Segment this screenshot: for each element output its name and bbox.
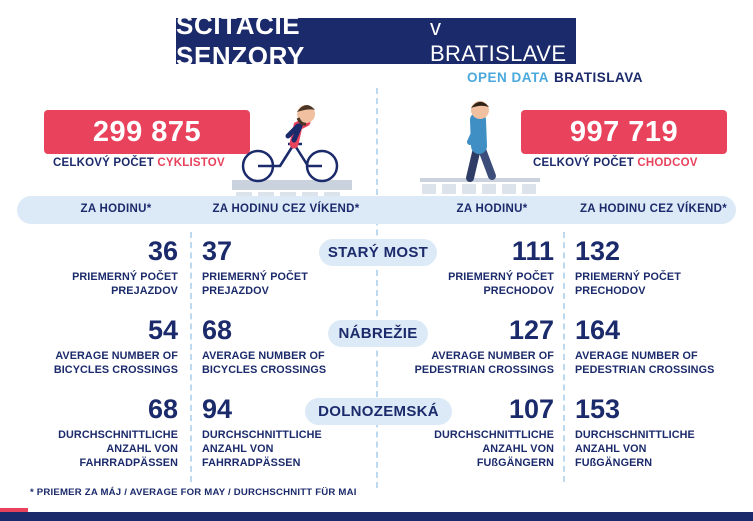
total-pedestrians-caption-prefix: CELKOVÝ POČET xyxy=(533,157,638,169)
page-title-strong: SČÍTACIE SENZORY xyxy=(176,10,305,71)
cell-r1-c3-value: 111 xyxy=(511,236,554,266)
location-chip-nabrezie: NÁBREŽIE xyxy=(328,320,428,347)
cyclist-illustration xyxy=(232,92,352,205)
column-header-1: ZA HODINU* xyxy=(80,203,152,215)
total-pedestrians-caption xyxy=(533,157,698,169)
pedestrian-illustration xyxy=(420,92,540,205)
cell-r3-c1-label: DURCHSCHNITTLICHE ANZAHL VON FAHRRADPÄSSEN xyxy=(58,429,178,469)
cell-r2-c2 xyxy=(202,317,352,378)
cell-r1-c2 xyxy=(202,238,352,299)
column-header-2: ZA HODINU CEZ VÍKEND* xyxy=(212,203,360,215)
cell-r3-c3-label: DURCHSCHNITTLICHE ANZAHL VON FUßGÄNGERN xyxy=(434,429,554,469)
cell-r3-c4-label: DURCHSCHNITTLICHE ANZAHL VON FUßGÄNGERN xyxy=(575,429,695,469)
cell-r2-c4-label: AVERAGE NUMBER OF PEDESTRIAN CROSSINGS xyxy=(575,350,715,376)
cell-r2-c2-value: 68 xyxy=(202,315,233,345)
total-cyclists-value: 299 875 xyxy=(92,115,202,148)
location-chip-dolnozemska: DOLNOZEMSKÁ xyxy=(305,398,452,425)
page-title-light: v BRATISLAVE xyxy=(429,15,567,66)
total-cyclists-pill xyxy=(44,110,250,154)
footnote: * PRIEMER ZA MÁJ / AVERAGE FOR MAY / DURCHSCHNITT FÜR MAI xyxy=(30,487,357,498)
cell-r1-c4 xyxy=(575,238,725,299)
cell-r3-c2-label: DURCHSCHNITTLICHE ANZAHL VON FAHRRADPÄSSEN xyxy=(202,429,322,469)
center-divider xyxy=(376,88,378,488)
cell-r1-c3 xyxy=(404,238,554,299)
cell-r1-c1 xyxy=(28,238,178,299)
cell-r3-c2-value: 94 xyxy=(202,394,233,424)
column-divider-right xyxy=(563,232,565,482)
cell-r3-c2 xyxy=(202,396,352,470)
cell-r1-c2-value: 37 xyxy=(202,236,233,266)
total-pedestrians-pill xyxy=(521,110,727,154)
bottom-bar xyxy=(0,512,753,521)
total-cyclists-caption-prefix: CELKOVÝ POČET xyxy=(53,157,158,169)
brand-city-label: BRATISLAVA xyxy=(554,70,643,85)
cell-r2-c4-value: 164 xyxy=(575,315,621,345)
cell-r2-c1-value: 54 xyxy=(147,315,178,345)
cell-r2-c1-label: AVERAGE NUMBER OF BICYCLES CROSSINGS xyxy=(53,350,178,376)
cell-r3-c4-value: 153 xyxy=(575,394,621,424)
total-cyclists-caption-accent: CYKLISTOV xyxy=(157,157,225,169)
cell-r2-c2-label: AVERAGE NUMBER OF BICYCLES CROSSINGS xyxy=(202,350,327,376)
cell-r1-c4-value: 132 xyxy=(575,236,621,266)
title-banner xyxy=(176,10,576,71)
location-chip-stary-most: STARÝ MOST xyxy=(319,239,437,266)
cell-r2-c3-label: AVERAGE NUMBER OF PEDESTRIAN CROSSINGS xyxy=(414,350,554,376)
total-pedestrians-caption-accent: CHODCOV xyxy=(637,157,698,169)
cell-r3-c4 xyxy=(575,396,725,470)
cell-r2-c4 xyxy=(575,317,725,378)
cell-r1-c4-label: PRIEMERNÝ POČET PRECHODOV xyxy=(575,271,681,297)
cell-r3-c1 xyxy=(28,396,178,470)
cell-r1-c2-label: PRIEMERNÝ POČET PREJAZDOV xyxy=(202,271,308,297)
column-divider-left xyxy=(190,232,192,482)
cell-r2-c1 xyxy=(28,317,178,378)
cell-r1-c3-label: PRIEMERNÝ POČET PRECHODOV xyxy=(448,271,554,297)
column-header-4: ZA HODINU CEZ VÍKEND* xyxy=(579,203,728,215)
total-cyclists-caption xyxy=(53,157,225,169)
cell-r1-c1-value: 36 xyxy=(147,236,178,266)
cell-r1-c1-label: PRIEMERNÝ POČET PREJAZDOV xyxy=(72,271,178,297)
column-header-3: ZA HODINU* xyxy=(456,203,528,215)
cell-r2-c3 xyxy=(404,317,554,378)
cell-r3-c3-value: 107 xyxy=(508,394,554,424)
cell-r3-c3 xyxy=(404,396,554,470)
cell-r3-c1-value: 68 xyxy=(147,394,178,424)
brand-open-label: OPEN DATA xyxy=(467,70,549,85)
brand-open-data-bratislava xyxy=(467,70,643,85)
total-pedestrians-value: 997 719 xyxy=(569,115,679,148)
cell-r2-c3-value: 127 xyxy=(508,315,554,345)
